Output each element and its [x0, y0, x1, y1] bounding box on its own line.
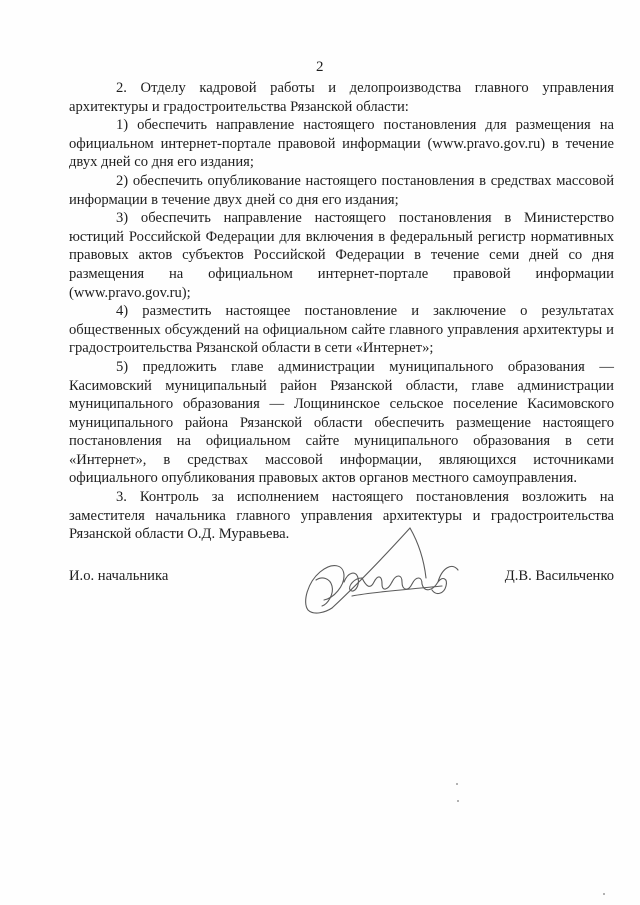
scan-speck	[456, 783, 458, 785]
scan-speck	[457, 800, 459, 802]
page-number: 2	[316, 59, 324, 75]
paragraph-3: 3. Контроль за исполнением настоящего постановления возложить на заместителя начальника главного управления архитектуры и градостроительства Рязанской области О.Д. Муравьева.	[69, 489, 614, 543]
paragraph-2-heading: 2. Отделу кадровой работы и делопроизводства главного управления архитектуры и градостроительства Рязанской области:	[69, 80, 614, 115]
paragraph-2-item-2: 2) обеспечить опубликование настоящего постановления в средствах массовой информации в течение двух дней со дня его издания;	[69, 172, 614, 208]
paragraph-2-item-1: 1) обеспечить направление настоящего постановления для размещения на официальном интернет-портале правовой информации (www.pravo.gov.ru) в течение двух дней со дня его издания;	[69, 117, 614, 171]
scan-speck	[603, 893, 605, 895]
paragraph-2-item-5: 5) предложить главе администрации муниципального образования — Касимовский муниципальный район Рязанской области, главе администрации муниципального образования — Лощининское сельское поселение Касимовского муниципального района Рязанской области обеспечить размещение настоящего постановления на официальном сайте муниципального образования в сети «Интернет», в средствах массовой информации, являющихся источниками официального опубликования правовых актов органов местного самоуправления.	[69, 358, 614, 487]
signatory-name: Д.В. Васильченко	[504, 568, 614, 584]
paragraph-2-item-3: 3) обеспечить направление настоящего постановления в Министерство юстиций Российской Федерации для включения в федеральный регистр нормативных правовых актов субъектов Российской Федерации в течение семи дней со дня размещения на официальном интернет-портале правовой информации (www.pravo.gov.ru);	[69, 210, 614, 301]
signatory-position: И.о. начальника	[69, 568, 169, 584]
signature-block	[69, 568, 614, 592]
document-body	[69, 79, 614, 544]
paragraph-2-item-4: 4) разместить настоящее постановление и заключение о результатах общественных обсуждений на официальном сайте главного управления архитектуры и градостроительства Рязанской области в сети «Интернет»;	[69, 303, 614, 357]
